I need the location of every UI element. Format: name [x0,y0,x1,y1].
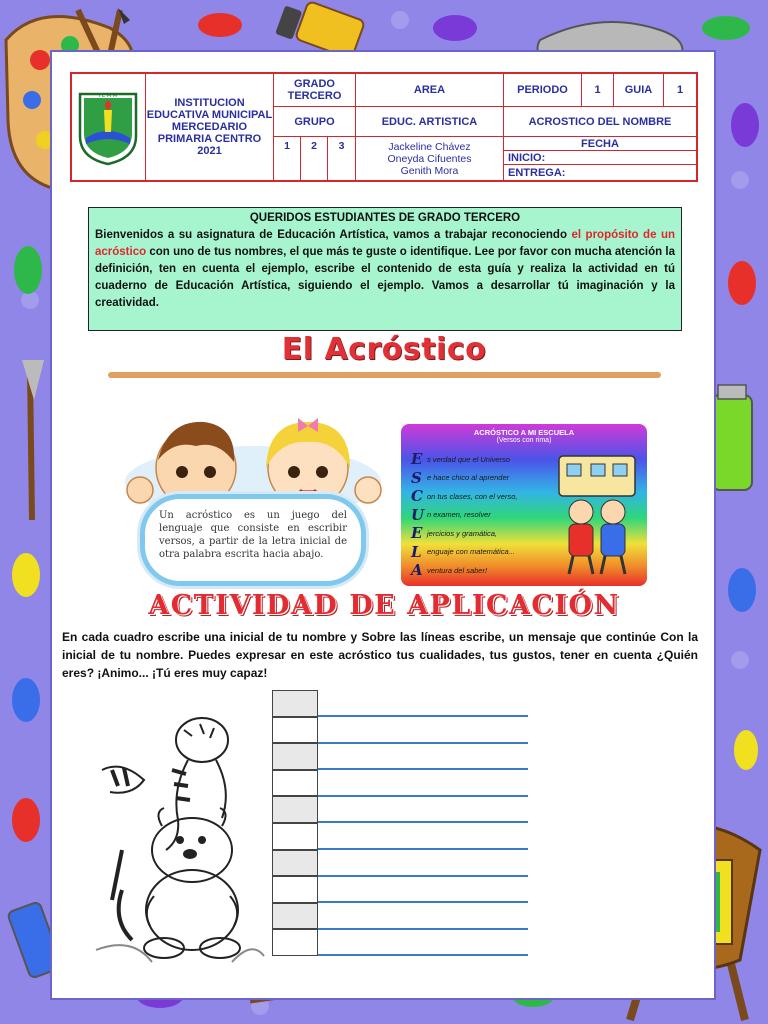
due-date-field: ENTREGA: [508,166,566,179]
example-verse: s verdad que el Universo [427,454,510,464]
example-letter: U [411,505,425,524]
group-1: 1 [274,137,301,180]
example-line [411,506,551,525]
initial-box[interactable] [272,876,318,903]
example-letter: A [411,561,423,580]
initial-box[interactable] [272,850,318,877]
group-3: 3 [328,137,356,180]
example-letter: S [411,468,422,487]
area-value: EDUC. ARTISTICA [356,107,504,137]
activity-title: ACTIVIDAD DE APLICACIÓN [148,590,620,621]
example-title: ACRÓSTICO A MI ESCUELA [473,428,575,437]
writing-line[interactable] [318,848,528,850]
initial-box[interactable] [272,903,318,930]
date-label: FECHA [504,137,696,151]
example-verse: enguaje con matemática... [427,547,515,557]
example-line [411,450,551,469]
example-verse: ventura del saber! [427,565,488,575]
teachers [356,137,504,180]
example-line [411,469,551,488]
guide-value: 1 [664,74,696,107]
section-title: El Acróstico [281,332,487,367]
intro-text-part: Bienvenidos a su asignatura de Educación Artística, vamos a trabajar reconociendo [95,229,572,241]
example-line [411,487,551,506]
example-subtitle: (Versos con rima) [496,437,552,444]
intro-text [95,227,675,312]
example-letter: E [411,524,423,543]
example-letter: L [411,542,422,561]
school-kids-icon [551,450,643,580]
example-line [411,561,551,580]
definition-card [118,410,388,588]
initial-box[interactable] [272,690,318,717]
intro-highlight: el propósito de un acróstico [95,229,676,258]
initial-box[interactable] [272,717,318,744]
example-letter: C [411,487,423,506]
writing-line[interactable] [318,795,528,797]
intro-title: QUERIDOS ESTUDIANTES DE GRADO TERCERO [249,212,521,224]
initial-box[interactable] [272,770,318,797]
guide-label: GUIA [614,74,664,107]
period-label: PERIODO [504,74,582,107]
period-value: 1 [582,74,614,107]
teacher-name: Genith Mora [400,164,459,177]
example-letter: E [411,450,423,469]
initial-box[interactable] [272,929,318,956]
intro-box [88,207,682,331]
institution-name: INSTITUCION EDUCATIVA MUNICIPAL MERCEDARIO PRIMARIA CENTRO 2021 [146,74,274,180]
activity-instructions: En cada cuadro escribe una inicial de tu nombre y Sobre las líneas escribe, un mensaje que continúe Con la inicial de tu nombre. Puedes expresar en este acróstico tus cualidades, tus gustos, tener en cuenta ¿Quién eres? ¡Animo... ¡Tú eres muy capaz! [62,630,698,680]
writing-line[interactable] [318,821,528,823]
writing-line[interactable] [318,768,528,770]
example-line [411,543,551,562]
writing-line[interactable] [318,954,528,956]
grade-label: GRADO TERCERO [274,74,356,107]
example-verse: e hace chico al aprender [427,473,510,483]
writing-line[interactable] [318,901,528,903]
topic-title: ACROSTICO DEL NOMBRE [504,107,696,137]
example-verse: jercicios y gramática, [427,528,498,538]
school-logo-cell [72,74,146,180]
writing-line[interactable] [318,715,528,717]
acrostic-example-card [401,424,647,586]
svg-text:I E M M: I E M M [98,93,118,99]
initial-box[interactable] [272,743,318,770]
group-2: 2 [301,137,328,180]
example-verse: on tus clases, con el verso, [427,491,518,501]
area-label: AREA [356,74,504,107]
writing-line[interactable] [318,928,528,930]
header-table [70,72,698,182]
writing-line[interactable] [318,875,528,877]
teacher-name: Oneyda Cifuentes [387,152,472,165]
group-label: GRUPO [274,107,356,137]
example-verse: n examen, resolver [427,510,491,520]
writing-line[interactable] [318,742,528,744]
school-logo-icon [78,88,138,166]
initial-box[interactable] [272,823,318,850]
example-line [411,524,551,543]
start-date-field: INICIO: [504,151,696,165]
example-lines [411,450,551,580]
intro-text-part: con uno de tus nombres, el que más te guste o identifique. Lee por favor con mucha atención la definición, ten en cuenta el ejemplo, escribe el contenido de esta guía y realiza la actividad en tú cuaderno de Educación Artística, siguiendo el ejemplo. Vamos a desarrollar tú imaginación y la creatividad. [95,246,675,309]
title-divider [108,372,661,378]
tigger-pooh-coloring-icon [92,700,268,970]
acrostic-grid [272,690,530,958]
initial-box[interactable] [272,796,318,823]
definition-text: Un acróstico es un juego del lenguaje que consiste en escribir versos, a partir de la letra inicial de otra palabra escrita hacia abajo. [140,494,366,586]
teacher-name: Jackeline Chávez [388,140,471,153]
